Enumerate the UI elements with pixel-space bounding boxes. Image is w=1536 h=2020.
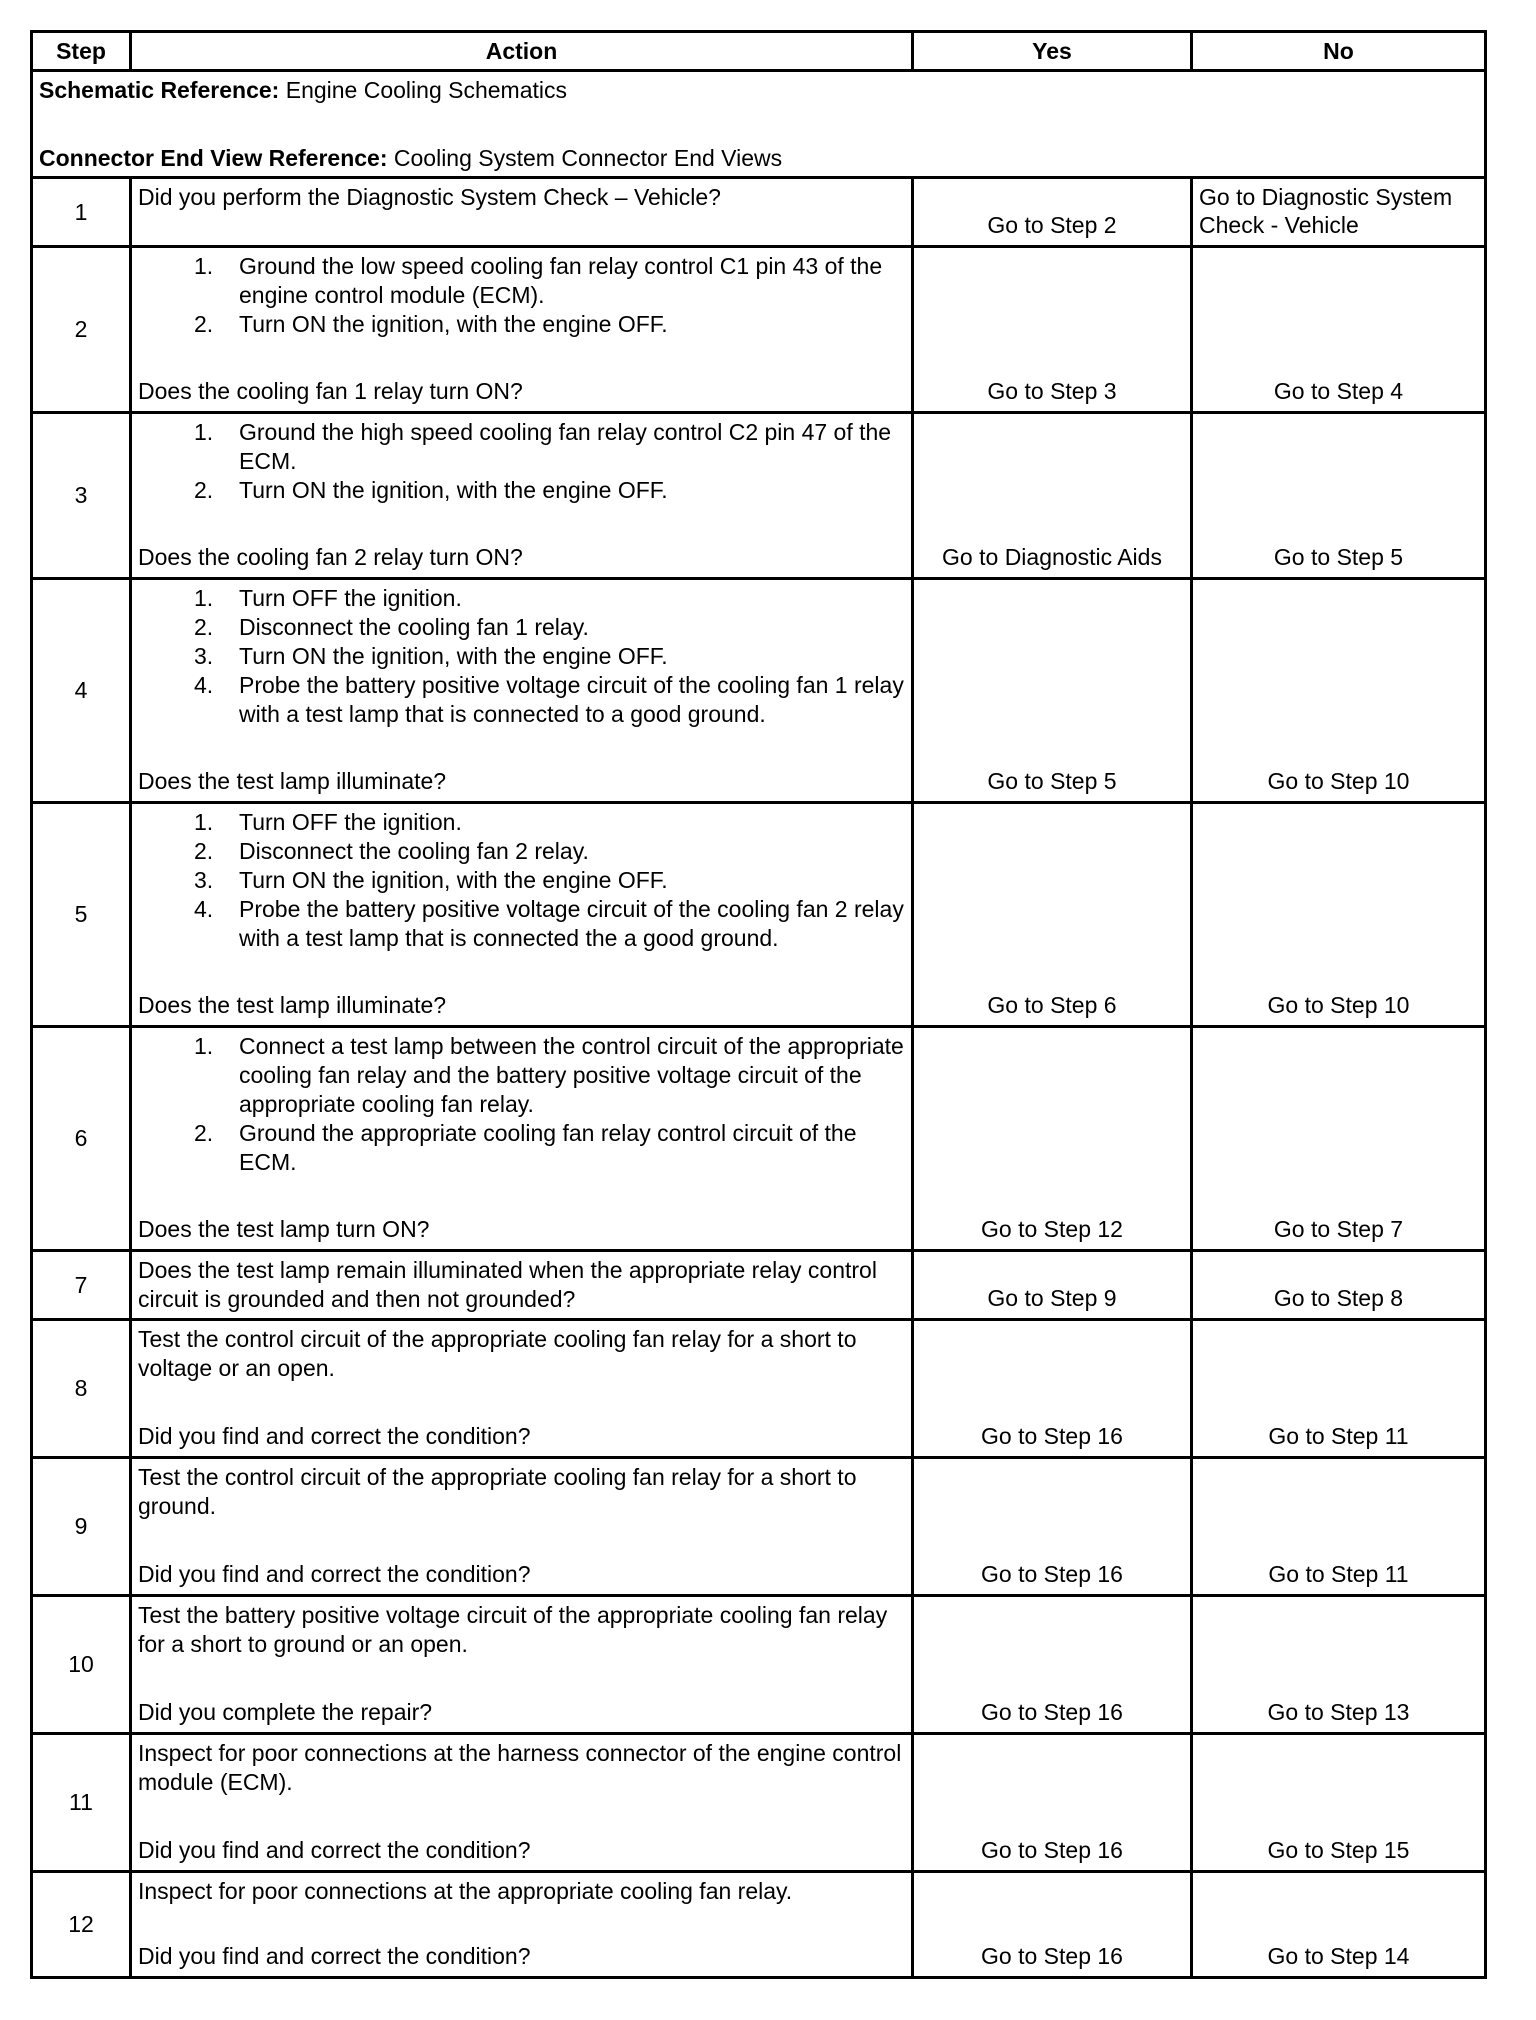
header-yes: Yes [913, 32, 1192, 71]
action-list-item [138, 671, 905, 729]
step-number: 10 [32, 1596, 131, 1734]
action-question: Does the test lamp illuminate? [138, 992, 447, 1018]
list-item-number: 1. [194, 809, 214, 835]
yes-outcome: Go to Step 16 [913, 1458, 1192, 1596]
action-text: Test the control circuit of the appropriate cooling fan relay for a short to voltage or an open. [138, 1326, 857, 1381]
step-action [131, 1027, 913, 1251]
yes-outcome: Go to Step 5 [913, 579, 1192, 803]
step-number: 6 [32, 1027, 131, 1251]
step-number: 4 [32, 579, 131, 803]
step-action [131, 1872, 913, 1978]
action-question: Did you find and correct the condition? [138, 1423, 531, 1449]
yes-outcome: Go to Step 16 [913, 1872, 1192, 1978]
step-number: 5 [32, 803, 131, 1027]
step-number: 8 [32, 1320, 131, 1458]
list-item-number: 1. [194, 419, 214, 445]
action-question: Did you complete the repair? [138, 1699, 433, 1725]
step-row [32, 1872, 1486, 1978]
action-text: Did you perform the Diagnostic System Check – Vehicle? [138, 184, 721, 210]
list-item-text: Ground the appropriate cooling fan relay control circuit of the ECM. [239, 1120, 857, 1175]
step-row [32, 1734, 1486, 1872]
list-item-number: 2. [194, 838, 214, 864]
action-list-item [138, 1119, 905, 1177]
action-question: Did you find and correct the condition? [138, 1943, 531, 1969]
list-item-number: 3. [194, 643, 214, 669]
no-outcome: Go to Step 4 [1192, 247, 1486, 413]
yes-outcome: Go to Diagnostic Aids [913, 413, 1192, 579]
no-outcome: Go to Step 10 [1192, 803, 1486, 1027]
step-row [32, 1251, 1486, 1320]
action-list-item [138, 866, 905, 895]
action-question: Does the cooling fan 2 relay turn ON? [138, 544, 523, 570]
list-item-number: 2. [194, 614, 214, 640]
list-item-text: Turn ON the ignition, with the engine OFF. [239, 477, 668, 503]
no-outcome: Go to Step 11 [1192, 1458, 1486, 1596]
yes-outcome: Go to Step 12 [913, 1027, 1192, 1251]
step-row [32, 247, 1486, 413]
reference-cell [32, 71, 1486, 178]
list-item-text: Probe the battery positive voltage circuit of the cooling fan 2 relay with a test lamp that is connected the a good ground. [239, 896, 904, 951]
no-outcome: Go to Step 11 [1192, 1320, 1486, 1458]
action-question: Does the test lamp turn ON? [138, 1216, 430, 1242]
no-outcome: Go to Step 5 [1192, 413, 1486, 579]
step-action [131, 803, 913, 1027]
list-item-number: 2. [194, 477, 214, 503]
action-list [138, 584, 905, 729]
step-action [131, 413, 913, 579]
yes-outcome: Go to Step 6 [913, 803, 1192, 1027]
list-item-number: 1. [194, 1033, 214, 1059]
step-number: 12 [32, 1872, 131, 1978]
step-row [32, 178, 1486, 247]
yes-outcome: Go to Step 2 [913, 178, 1192, 247]
step-row [32, 1027, 1486, 1251]
action-list-item [138, 252, 905, 310]
no-outcome: Go to Step 15 [1192, 1734, 1486, 1872]
action-list-item [138, 808, 905, 837]
action-list-item [138, 476, 905, 505]
step-number: 11 [32, 1734, 131, 1872]
no-outcome: Go to Diagnostic System Check - Vehicle [1192, 178, 1486, 247]
action-question: Did you find and correct the condition? [138, 1837, 531, 1863]
step-row [32, 803, 1486, 1027]
action-text: Inspect for poor connections at the harness connector of the engine control module (ECM). [138, 1740, 902, 1795]
header-action: Action [131, 32, 913, 71]
list-item-number: 2. [194, 1120, 214, 1146]
step-action [131, 1458, 913, 1596]
list-item-number: 1. [194, 253, 214, 279]
action-list-item [138, 895, 905, 953]
step-number: 2 [32, 247, 131, 413]
action-list [138, 1032, 905, 1177]
no-outcome: Go to Step 14 [1192, 1872, 1486, 1978]
action-list [138, 808, 905, 953]
list-item-number: 4. [194, 896, 214, 922]
step-action [131, 178, 913, 247]
list-item-number: 4. [194, 672, 214, 698]
step-row [32, 413, 1486, 579]
list-item-text: Turn OFF the ignition. [239, 585, 462, 611]
step-action [131, 579, 913, 803]
connector-reference-value: Cooling System Connector End Views [393, 145, 783, 171]
action-list-item [138, 613, 905, 642]
action-text: Test the control circuit of the appropriate cooling fan relay for a short to ground. [138, 1464, 857, 1519]
yes-outcome: Go to Step 16 [913, 1734, 1192, 1872]
no-outcome: Go to Step 8 [1192, 1251, 1486, 1320]
step-number: 3 [32, 413, 131, 579]
action-list-item [138, 642, 905, 671]
action-list-item [138, 310, 905, 339]
no-outcome: Go to Step 7 [1192, 1027, 1486, 1251]
list-item-text: Ground the high speed cooling fan relay control C2 pin 47 of the ECM. [239, 419, 892, 474]
yes-outcome: Go to Step 16 [913, 1596, 1192, 1734]
action-text: Does the test lamp remain illuminated when the appropriate relay control circuit is grounded and then not grounded? [138, 1257, 877, 1312]
list-item-number: 2. [194, 311, 214, 337]
list-item-text: Connect a test lamp between the control circuit of the appropriate cooling fan relay and the battery positive voltage circuit of the appropriate cooling fan relay. [239, 1033, 904, 1117]
yes-outcome: Go to Step 9 [913, 1251, 1192, 1320]
connector-reference-label: Connector End View Reference: [39, 145, 388, 171]
step-row [32, 1596, 1486, 1734]
list-item-text: Disconnect the cooling fan 2 relay. [239, 838, 589, 864]
action-question: Does the test lamp illuminate? [138, 768, 447, 794]
no-outcome: Go to Step 13 [1192, 1596, 1486, 1734]
action-list-item [138, 584, 905, 613]
step-action [131, 1320, 913, 1458]
no-outcome: Go to Step 10 [1192, 579, 1486, 803]
list-item-text: Turn ON the ignition, with the engine OFF. [239, 643, 668, 669]
action-list [138, 252, 905, 339]
list-item-text: Turn ON the ignition, with the engine OFF. [239, 867, 668, 893]
diagnostic-table [30, 30, 1487, 1979]
list-item-text: Disconnect the cooling fan 1 relay. [239, 614, 589, 640]
action-text: Inspect for poor connections at the appropriate cooling fan relay. [138, 1878, 793, 1904]
step-row [32, 1458, 1486, 1596]
action-list [138, 418, 905, 505]
step-number: 1 [32, 178, 131, 247]
reference-row [32, 71, 1486, 178]
step-action [131, 1734, 913, 1872]
step-action [131, 1596, 913, 1734]
action-text: Test the battery positive voltage circuit of the appropriate cooling fan relay for a short to ground or an open. [138, 1602, 888, 1657]
yes-outcome: Go to Step 3 [913, 247, 1192, 413]
step-number: 9 [32, 1458, 131, 1596]
list-item-text: Ground the low speed cooling fan relay control C1 pin 43 of the engine control module (ECM). [239, 253, 883, 308]
yes-outcome: Go to Step 16 [913, 1320, 1192, 1458]
action-list-item [138, 1032, 905, 1119]
header-no: No [1192, 32, 1486, 71]
list-item-text: Turn OFF the ignition. [239, 809, 462, 835]
action-list-item [138, 418, 905, 476]
step-number: 7 [32, 1251, 131, 1320]
header-row [32, 32, 1486, 71]
list-item-text: Turn ON the ignition, with the engine OFF. [239, 311, 668, 337]
list-item-text: Probe the battery positive voltage circuit of the cooling fan 1 relay with a test lamp that is connected to a good ground. [239, 672, 904, 727]
step-action [131, 1251, 913, 1320]
action-question: Does the cooling fan 1 relay turn ON? [138, 378, 523, 404]
header-step: Step [32, 32, 131, 71]
action-question: Did you find and correct the condition? [138, 1561, 531, 1587]
step-action [131, 247, 913, 413]
step-row [32, 1320, 1486, 1458]
action-list-item [138, 837, 905, 866]
schematic-reference-value: Engine Cooling Schematics [285, 77, 568, 103]
list-item-number: 1. [194, 585, 214, 611]
step-row [32, 579, 1486, 803]
list-item-number: 3. [194, 867, 214, 893]
schematic-reference-label: Schematic Reference: [39, 77, 280, 103]
